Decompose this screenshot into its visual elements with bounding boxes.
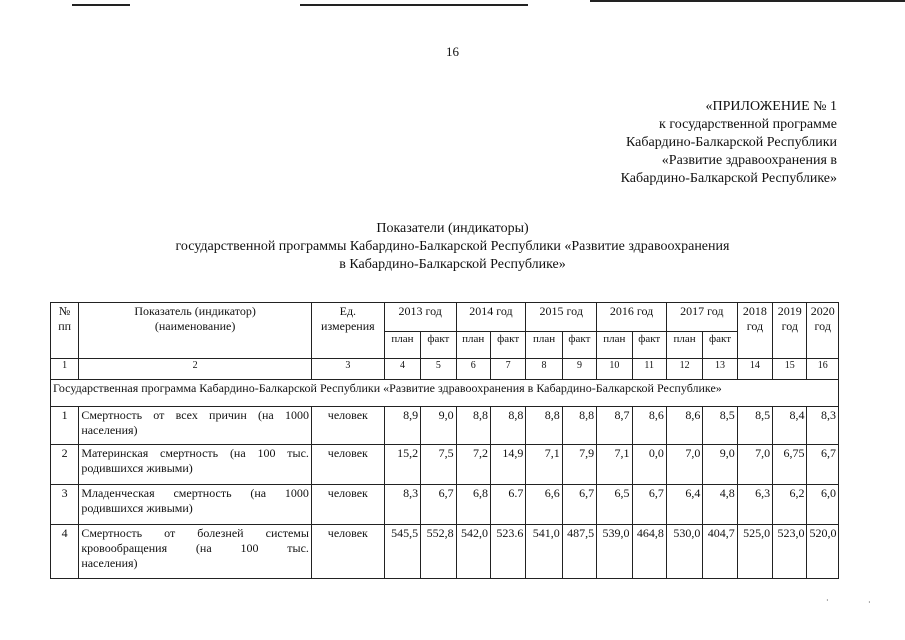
plan-header: план xyxy=(456,332,490,359)
column-number: 7 xyxy=(490,359,525,380)
appendix-line: Кабардино-Балкарской Республике» xyxy=(620,171,837,186)
value-cell: 8,6 xyxy=(666,407,702,445)
value-cell: 6,3 xyxy=(737,485,772,525)
value-cell: 545,5 xyxy=(384,525,420,579)
value-cell: 6.7 xyxy=(490,485,525,525)
value-cell: 541,0 xyxy=(526,525,562,579)
value-cell: 6,7 xyxy=(562,485,596,525)
value-cell: 9,0 xyxy=(703,445,737,485)
scan-artifact-line xyxy=(300,4,528,6)
column-number: 15 xyxy=(773,359,807,380)
table-row xyxy=(51,485,839,525)
scan-artifact-line xyxy=(590,0,905,2)
row-number: 2 xyxy=(51,445,79,485)
value-cell: 525,0 xyxy=(737,525,772,579)
value-cell: 7,1 xyxy=(597,445,632,485)
value-cell: 8,4 xyxy=(773,407,807,445)
value-cell: 6,7 xyxy=(421,485,456,525)
value-cell: 6,75 xyxy=(773,445,807,485)
column-number: 3 xyxy=(311,359,384,380)
value-cell: 6,2 xyxy=(773,485,807,525)
value-cell: 7,1 xyxy=(526,445,562,485)
indicator-name: Младенческая смертность (на 1000 родившихся живыми) xyxy=(79,485,312,525)
scan-speck: · xyxy=(826,596,829,605)
indicator-name: Материнская смертность (на 100 тыс. родившихся живыми) xyxy=(79,445,312,485)
value-cell: 523.6 xyxy=(490,525,525,579)
row-number: 3 xyxy=(51,485,79,525)
value-cell: 7,0 xyxy=(666,445,702,485)
value-cell: 7,2 xyxy=(456,445,490,485)
value-cell: 8,9 xyxy=(384,407,420,445)
column-numbers-row xyxy=(51,359,839,380)
value-cell: 530,0 xyxy=(666,525,702,579)
plan-header: план xyxy=(384,332,420,359)
year-header: 2016 год xyxy=(597,303,667,332)
value-cell: 8,8 xyxy=(562,407,596,445)
appendix-line: «ПРИЛОЖЕНИЕ № 1 xyxy=(705,99,837,114)
appendix-line: «Развитие здравоохранения в xyxy=(661,153,837,168)
value-cell: 6,7 xyxy=(632,485,666,525)
value-cell: 6,6 xyxy=(526,485,562,525)
value-cell: 6,4 xyxy=(666,485,702,525)
value-cell: 6,0 xyxy=(807,485,839,525)
value-cell: 8,8 xyxy=(490,407,525,445)
value-cell: 8,3 xyxy=(384,485,420,525)
table-row xyxy=(51,407,839,445)
year-header: 2019 год xyxy=(773,303,807,359)
value-cell: 7,5 xyxy=(421,445,456,485)
document-title xyxy=(0,220,905,274)
year-header: 2017 год xyxy=(666,303,737,332)
value-cell: 464,8 xyxy=(632,525,666,579)
value-cell: 7,9 xyxy=(562,445,596,485)
value-cell: 404,7 xyxy=(703,525,737,579)
value-cell: 6,5 xyxy=(597,485,632,525)
value-cell: 542,0 xyxy=(456,525,490,579)
column-number: 9 xyxy=(562,359,596,380)
col-indicator-header: Показатель (индикатор) (наименование) xyxy=(79,303,312,359)
value-cell: 8,7 xyxy=(597,407,632,445)
column-number: 12 xyxy=(666,359,702,380)
indicators-table xyxy=(50,302,839,579)
column-number: 14 xyxy=(737,359,772,380)
value-cell: 552,8 xyxy=(421,525,456,579)
fact-header: факт xyxy=(490,332,525,359)
value-cell: 14,9 xyxy=(490,445,525,485)
scan-artifact-line xyxy=(72,4,130,6)
page-number: 16 xyxy=(446,44,459,59)
value-cell: 15,2 xyxy=(384,445,420,485)
column-number: 5 xyxy=(421,359,456,380)
title-line: государственной программы Кабардино-Балкарской Республики «Развитие здравоохранения xyxy=(175,239,730,254)
value-cell: 8,3 xyxy=(807,407,839,445)
column-number: 16 xyxy=(807,359,839,380)
value-cell: 8,8 xyxy=(456,407,490,445)
value-cell: 7,0 xyxy=(737,445,772,485)
title-line: Показатели (индикаторы) xyxy=(376,221,529,236)
plan-header: план xyxy=(597,332,632,359)
plan-header: план xyxy=(526,332,562,359)
value-cell: 0,0 xyxy=(632,445,666,485)
value-cell: 9,0 xyxy=(421,407,456,445)
row-number: 4 xyxy=(51,525,79,579)
fact-header: факт xyxy=(632,332,666,359)
row-number: 1 xyxy=(51,407,79,445)
table-header-row xyxy=(51,303,839,332)
fact-header: факт xyxy=(703,332,737,359)
value-cell: 6,8 xyxy=(456,485,490,525)
column-number: 8 xyxy=(526,359,562,380)
year-header: 2014 год xyxy=(456,303,526,332)
scan-speck: · xyxy=(868,598,871,607)
column-number: 10 xyxy=(597,359,632,380)
value-cell: 6,7 xyxy=(807,445,839,485)
title-line: в Кабардино-Балкарской Республике» xyxy=(339,257,566,272)
fact-header: факт xyxy=(562,332,596,359)
year-header: 2020 год xyxy=(807,303,839,359)
value-cell: 8,8 xyxy=(526,407,562,445)
column-number: 1 xyxy=(51,359,79,380)
column-number: 6 xyxy=(456,359,490,380)
year-header: 2015 год xyxy=(526,303,597,332)
indicator-name: Смертность от болезней системы кровообращения (на 100 тыс. населения) xyxy=(79,525,312,579)
unit-cell: человек xyxy=(311,407,384,445)
program-row xyxy=(51,380,839,407)
appendix-line: Кабардино-Балкарской Республики xyxy=(626,135,837,150)
appendix-header xyxy=(621,98,837,188)
value-cell: 8,5 xyxy=(703,407,737,445)
table-row xyxy=(51,445,839,485)
indicator-name: Смертность от всех причин (на 1000 населения) xyxy=(79,407,312,445)
value-cell: 8,6 xyxy=(632,407,666,445)
table-row xyxy=(51,525,839,579)
value-cell: 520,0 xyxy=(807,525,839,579)
fact-header: факт xyxy=(421,332,456,359)
value-cell: 8,5 xyxy=(737,407,772,445)
value-cell: 4,8 xyxy=(703,485,737,525)
plan-header: план xyxy=(666,332,702,359)
value-cell: 539,0 xyxy=(597,525,632,579)
value-cell: 487,5 xyxy=(562,525,596,579)
column-number: 4 xyxy=(384,359,420,380)
unit-cell: человек xyxy=(311,525,384,579)
column-number: 11 xyxy=(632,359,666,380)
column-number: 13 xyxy=(703,359,737,380)
unit-cell: человек xyxy=(311,485,384,525)
year-header: 2018 год xyxy=(737,303,772,359)
col-unit-header: Ед. измерения xyxy=(311,303,384,359)
col-number-header: № пп xyxy=(51,303,79,359)
column-number: 2 xyxy=(79,359,312,380)
unit-cell: человек xyxy=(311,445,384,485)
appendix-line: к государственной программе xyxy=(659,117,837,132)
year-header: 2013 год xyxy=(384,303,456,332)
value-cell: 523,0 xyxy=(773,525,807,579)
program-name: Государственная программа Кабардино-Балкарской Республики «Развитие здравоохранения в Кабардино-Балкарской Республике» xyxy=(51,380,839,407)
